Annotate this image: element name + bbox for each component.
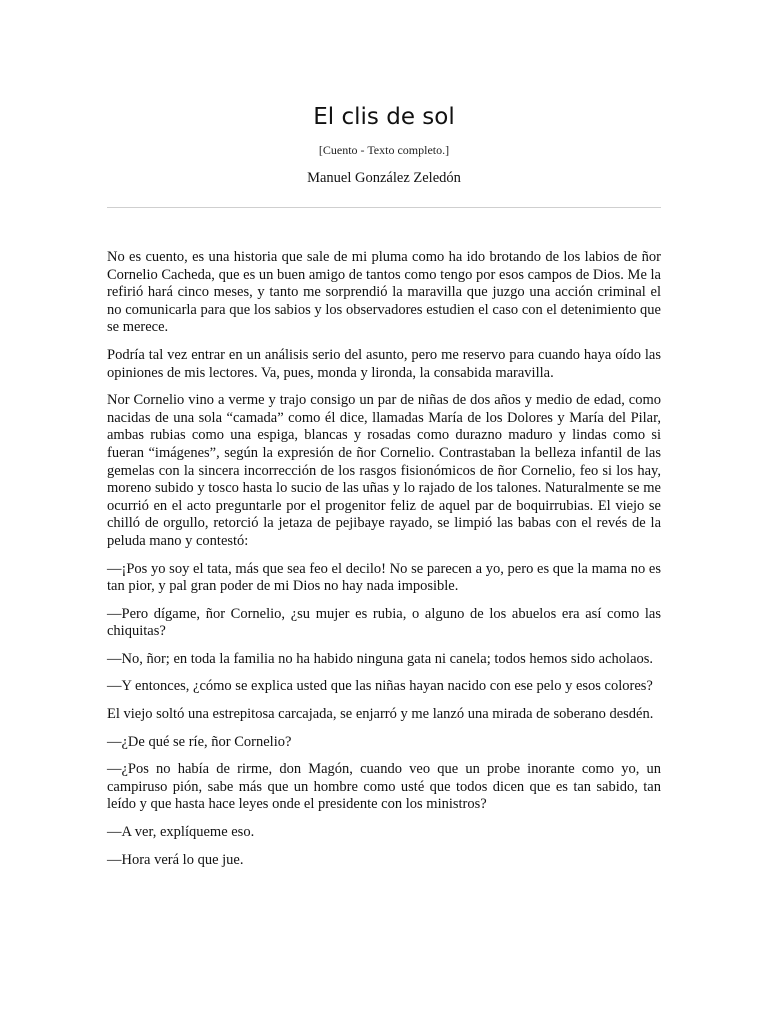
paragraph: El viejo soltó una estrepitosa carcajada, se enjarró y me lanzó una mirada de soberano desdén. [107, 706, 654, 723]
divider [107, 207, 661, 208]
paragraph: —¿Pos no había de rirme, don Magón, cuando veo que un probe inorante como yo, un campiruso pión, sabe más que un hombre como usté que todos dicen que es tan sabido, tan leído y que hasta hace leyes onde el presidente con los ministros? [107, 761, 661, 813]
paragraph: —Pero dígame, ñor Cornelio, ¿su mujer es rubia, o alguno de los abuelos era así como las chiquitas? [107, 605, 661, 640]
paragraph: —Y entonces, ¿cómo se explica usted que las niñas hayan nacido con ese pelo y esos colores? [107, 678, 653, 695]
page-title: El clis de sol [313, 104, 455, 130]
paragraph: —¿De qué se ríe, ñor Cornelio? [107, 733, 292, 750]
paragraph: —No, ñor; en toda la familia no ha habido ninguna gata ni canela; todos hemos sido acholaos. [107, 650, 654, 667]
paragraph: Podría tal vez entrar en un análisis serio del asunto, pero me reservo para cuando haya oído las opiniones de mis lectores. Va, pues, monda y lironda, la consabida maravilla. [107, 346, 661, 381]
paragraph: No es cuento, es una historia que sale de mi pluma como ha ido brotando de los labios de ñor Cornelio Cacheda, que es un buen amigo de tantos como tengo por esos campos de Dios. Me la refirió hará cinco meses, y tanto me sorprendió la maravilla que juzgo una acción criminal el no comunicarla para que los sabios y los observadores estudien el caso con el detenimiento que se merece. [107, 249, 661, 336]
paragraph: —Hora verá lo que jue. [107, 851, 244, 868]
author-name: Manuel González Zeledón [307, 170, 461, 186]
story-body [107, 249, 661, 879]
paragraph: —A ver, explíqueme eso. [107, 824, 255, 841]
paragraph: —¡Pos yo soy el tata, más que sea feo el decilo! No se parecen a yo, pero es que la mama no es tan pior, y pal gran poder de mi Dios no hay nada imposible. [107, 560, 661, 595]
paragraph: Nor Cornelio vino a verme y trajo consigo un par de niñas de dos años y medio de edad, como nacidas de una sola “camada” como él dice, llamadas María de los Dolores y María del Pilar, ambas rubias como una espiga, blancas y rosadas como durazno maduro y lindas como si fueran “imágenes”, según la expresión de ñor Cornelio. Contrastaban la belleza infantil de las gemelas con la sincera incorrección de los rasgos fisionómicos de ñor Cornelio, feo si los hay, moreno subido y tosco hasta lo sucio de las uñas y lo rajado de los talones. Naturalmente se me ocurrió en el acto preguntarle por el progenitor feliz de aquel par de boquirrubias. El viejo se chilló de orgullo, retorció la jetaza de pejibaye rayado, se limpió las babas con el revés de la peluda mano y contestó: [107, 392, 661, 549]
page-subtitle: [Cuento - Texto completo.] [318, 143, 450, 157]
